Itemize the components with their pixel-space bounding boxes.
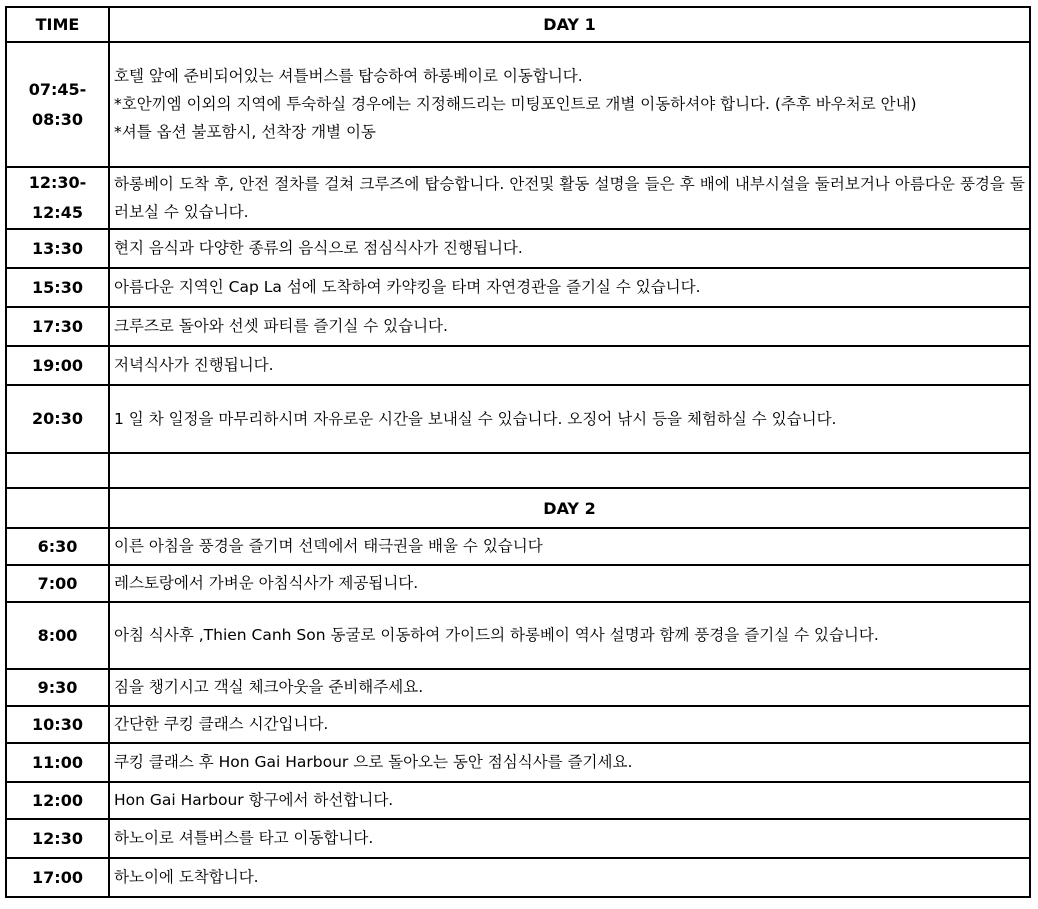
time-text: 7:00 (37, 573, 78, 593)
description-cell (109, 528, 1030, 565)
description-cell (109, 858, 1030, 897)
description-text: 1 일 차 일정을 마무리하시며 자유로운 시간을 보내실 수 있습니다. 오징어 낚시 등을 체험하실 수 있습니다. (114, 409, 837, 428)
description-cell (109, 346, 1030, 385)
time-text: 12:00 (32, 790, 83, 810)
table-row (6, 669, 1030, 706)
description-cell (109, 602, 1030, 669)
time-cell (6, 858, 109, 897)
description-cell (109, 782, 1030, 819)
table-row (6, 819, 1030, 858)
time-text: 20:30 (32, 409, 83, 428)
description-cell (109, 268, 1030, 307)
time-text: 12:30- (28, 173, 87, 192)
description-cell (109, 307, 1030, 346)
time-text: 15:30 (32, 277, 83, 297)
time-text: 12:30 (32, 828, 83, 848)
table-row (6, 858, 1030, 897)
description-text: 크루즈로 돌아와 선셋 파티를 즐기실 수 있습니다. (114, 317, 448, 335)
time-text: 08:30 (32, 109, 83, 129)
time-text: 19:00 (32, 355, 83, 375)
description-text: 간단한 쿠킹 클래스 시간입니다. (114, 715, 329, 733)
table-row (6, 565, 1030, 602)
day2-time-cell (6, 488, 109, 528)
time-cell (6, 706, 109, 743)
description-text: 쿠킹 클래스 후 Hon Gai Harbour 으로 돌아오는 동안 점심식사를 즐기세요. (114, 753, 633, 771)
time-cell (6, 782, 109, 819)
description-cell (109, 167, 1030, 229)
time-header: TIME (6, 7, 109, 42)
description-text: 하노이에 도착합니다. (114, 868, 259, 886)
time-cell (6, 385, 109, 453)
description-cell (109, 229, 1030, 268)
time-cell (6, 669, 109, 706)
description-text: 현지 음식과 다양한 종류의 음식으로 점심식사가 진행됩니다. (114, 239, 523, 257)
description-cell (109, 565, 1030, 602)
time-text: 17:30 (32, 316, 83, 336)
itinerary-table (5, 6, 1031, 898)
time-cell (6, 229, 109, 268)
table-row (6, 167, 1030, 229)
time-cell (6, 528, 109, 565)
table-row (6, 346, 1030, 385)
description-cell (109, 669, 1030, 706)
time-cell (6, 167, 109, 229)
table-row (6, 743, 1030, 782)
time-text: 10:30 (32, 714, 83, 734)
description-text: *셔틀 옵션 불포함시, 선착장 개별 이동 (114, 123, 376, 141)
header-row (6, 7, 1030, 42)
description-text: 아름다운 지역인 Cap La 섬에 도착하여 카약킹을 타며 자연경관을 즐기실 수 있습니다. (114, 278, 701, 296)
description-cell (109, 819, 1030, 858)
table-row (6, 307, 1030, 346)
blank-cell (6, 453, 109, 488)
description-cell (109, 743, 1030, 782)
day1-header: DAY 1 (109, 7, 1030, 42)
time-text: 11:00 (32, 752, 83, 772)
time-cell (6, 268, 109, 307)
time-cell (6, 565, 109, 602)
blank-cell (109, 453, 1030, 488)
description-cell (109, 385, 1030, 453)
description-cell (109, 42, 1030, 167)
time-cell (6, 42, 109, 167)
time-text: 6:30 (37, 536, 78, 556)
time-cell (6, 346, 109, 385)
time-text: 13:30 (32, 238, 83, 258)
description-text: 이른 아침을 풍경을 즐기며 선덱에서 태극권을 배울 수 있습니다 (114, 537, 543, 555)
description-text: 하노이로 셔틀버스를 타고 이동합니다. (114, 829, 374, 847)
table-row (6, 385, 1030, 453)
description-text: 호텔 앞에 준비되어있는 셔틀버스를 탑승하여 하롱베이로 이동합니다. (114, 67, 583, 85)
time-text: 9:30 (37, 677, 78, 697)
description-text: 저녁식사가 진행됩니다. (114, 356, 274, 374)
description-text: Hon Gai Harbour 항구에서 하선합니다. (114, 791, 394, 809)
table-row (6, 602, 1030, 669)
time-text: 12:45 (32, 203, 83, 222)
description-text: 레스토랑에서 가벼운 아침식사가 제공됩니다. (114, 574, 419, 592)
time-text: 8:00 (37, 625, 78, 645)
table-row (6, 782, 1030, 819)
time-cell (6, 743, 109, 782)
time-text: 17:00 (32, 867, 83, 887)
itinerary-body (6, 7, 1030, 897)
description-text: *호안끼엠 이외의 지역에 투숙하실 경우에는 지정해드리는 미팅포인트로 개별 이동하셔야 합니다. (추후 바우처로 안내) (114, 95, 917, 113)
time-cell (6, 307, 109, 346)
table-row (6, 42, 1030, 167)
time-cell (6, 602, 109, 669)
time-text: 07:45- (28, 79, 87, 99)
day2-header: DAY 2 (109, 488, 1030, 528)
day2-header-row (6, 488, 1030, 528)
table-row (6, 528, 1030, 565)
description-cell (109, 706, 1030, 743)
blank-row (6, 453, 1030, 488)
table-row (6, 706, 1030, 743)
description-text: 하롱베이 도착 후, 안전 절차를 걸쳐 크루즈에 탑승합니다. 안전및 활동 설명을 들은 후 배에 내부시설을 둘러보거나 아름다운 풍경을 둘러보실 수 있습니다. (114, 174, 1025, 221)
table-row (6, 268, 1030, 307)
time-cell (6, 819, 109, 858)
table-row (6, 229, 1030, 268)
description-text: 짐을 챙기시고 객실 체크아웃을 준비해주세요. (114, 678, 424, 696)
description-text: 아침 식사후 ,Thien Canh Son 동굴로 이동하여 가이드의 하롱베이 역사 설명과 함께 풍경을 즐기실 수 있습니다. (114, 626, 879, 644)
